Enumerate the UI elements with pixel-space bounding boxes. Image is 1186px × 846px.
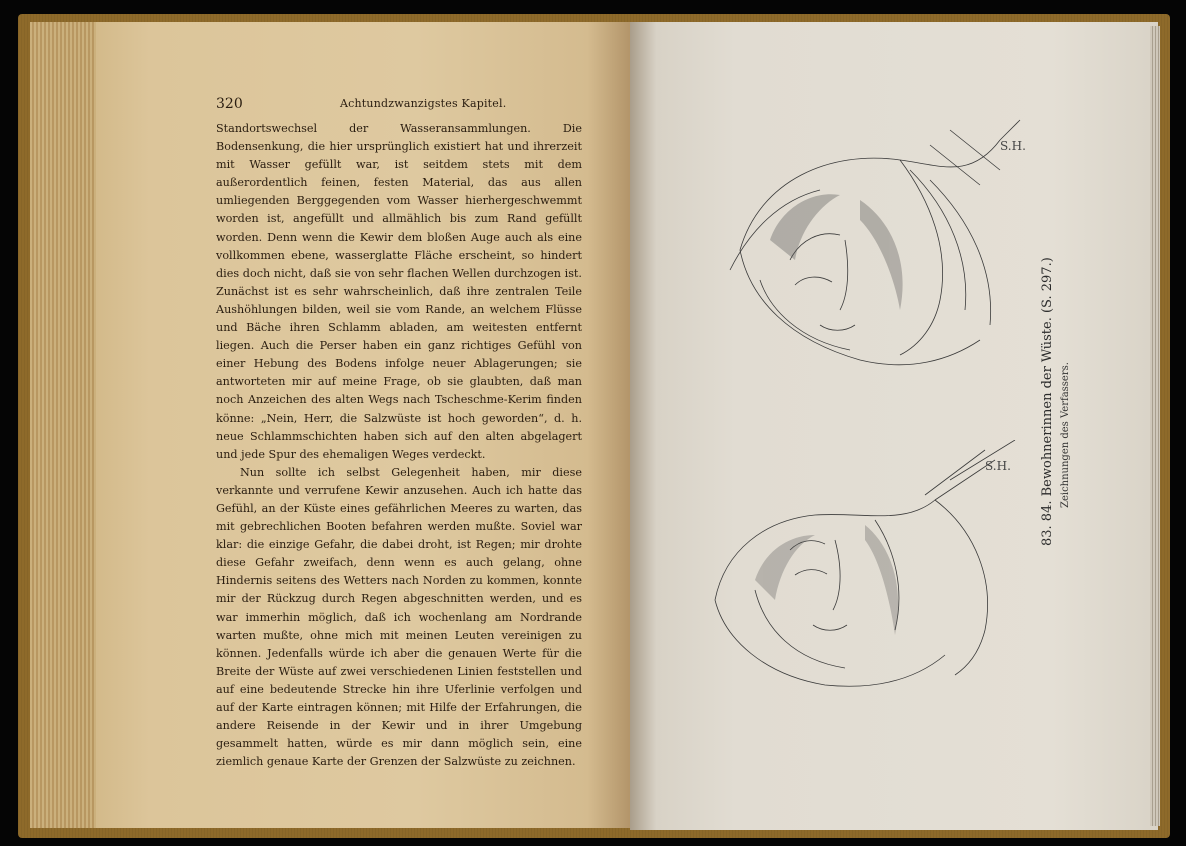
paragraph-1: Standortswechsel der Wasseransammlungen. Die Bodensenkung, die hier ursprünglich existiert hat und ihrerzeit mit Wasser gefüllt war, ist seitdem stets mit dem außerordentlich feinen, festen Material, das aus allen umliegenden Berggegenden vom Wasser hierhergeschwemmt worden ist, angefüllt und allmählich bis zum Rand gefüllt worden. Denn wenn die Kewir dem bloßen Auge auch als eine vollkommen ebene, wasserglatte Fläche erscheint, so hindert dies doch nicht, daß sie von sehr flachen Wellen durchzogen ist. Zunächst ist es sehr wahrscheinlich, daß ihre zentralen Teile Aushöhlungen bilden, weil sie vom Rande, an welchem Flüsse und Bäche ihren Schlamm abladen, am weitesten entfernt liegen. Auch die Perser haben ein ganz richtiges Gefühl von einer Hebung des Bodens infolge neuer Ablagerungen; sie antworteten mir auf meine Frage, ob sie glaubten, daß man noch Anzeichen des alten Wegs nach Tscheschme-Kerim finden könne: „Nein, Herr, die Salzwüste ist hoch geworden“, d. h. neue Schlammschichten haben sich auf den alten abgelagert und jede Spur des ehemaligen Weges verdeckt.	[216, 122, 582, 461]
paragraph-2: Nun sollte ich selbst Gelegenheit haben, mir diese verkannte und verrufene Kewir anzusehen. Auch ich hatte das Gefühl, an der Küste eines gefährlichen Meeres zu warten, das mit gebrechlichen Booten befahren werden mußte. Soviel war klar: die einzige Gefahr, die dabei droht, ist Regen; mir drohte diese Gefahr zweifach, denn wenn es auch gelang, ohne Hindernis seitens des Wetters nach Norden zu kommen, konnte mir der Rückzug durch Regen abgeschnitten werden, und es war immerhin möglich, daß ich wochenlang am Nordrande warten mußte, ohne mich mit meinen Leuten vereinigen zu können. Jedenfalls würde ich aber die genauen Werte für die Breite der Wüste auf zwei verschiedenen Linien feststellen und auf eine bedeutende Strecke hin ihre Uferlinie verfolgen und auf der Karte eintragen können; mit Hilfe der Erfahrungen, die andere Reisende in der Kewir und in ihrer Umgebung gesammelt hatten, würde es mir dann möglich sein, eine ziemlich genaue Karte der Grenzen der Salzwüste zu zeichnen.	[216, 465, 582, 769]
sketch-portrait-lower	[695, 440, 1035, 700]
sketch-signature-upper: S.H.	[1000, 139, 1026, 153]
figure-credit: Zeichnungen des Verfassers.	[1060, 362, 1071, 508]
page-edges-right	[1150, 26, 1160, 826]
page-number: 320	[216, 96, 243, 112]
body-text	[216, 120, 582, 771]
sketch-signature-lower: S.H.	[985, 459, 1011, 473]
running-head: Achtundzwanzigstes Kapitel.	[340, 97, 507, 110]
figure-caption: 83. 84. Bewohnerinnen der Wüste. (S. 297.)	[1040, 257, 1055, 546]
sketch-portrait-upper	[700, 110, 1040, 380]
